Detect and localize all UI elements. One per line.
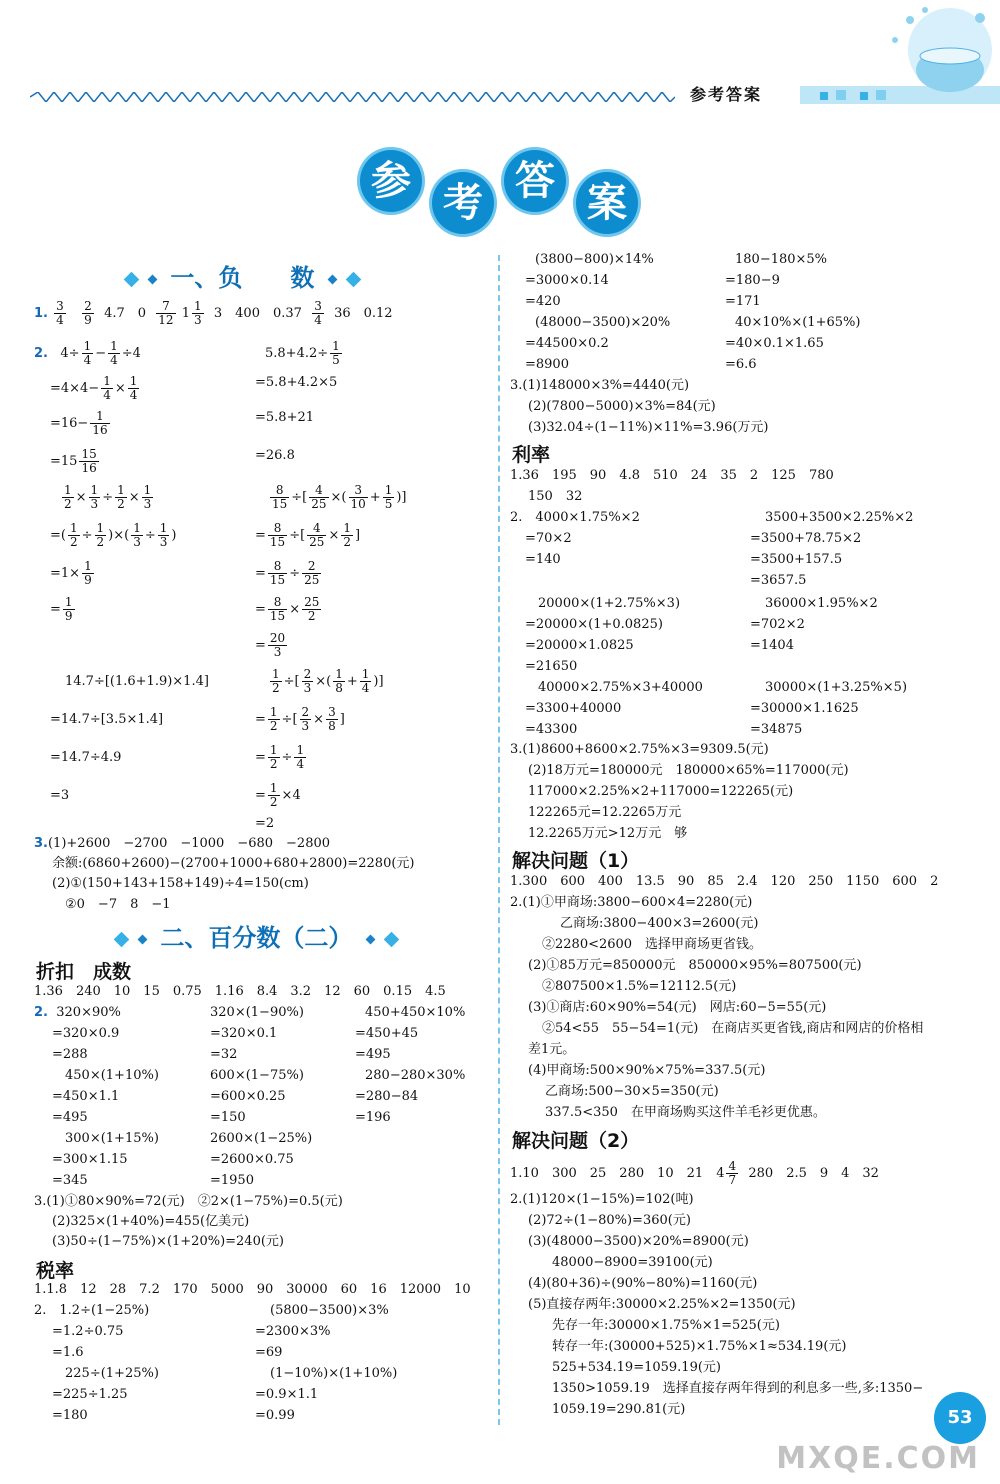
answer-line: =3500+78.75×2 [750, 531, 862, 546]
answer-line: 1.1.8 12 28 7.2 170 5000 90 30000 60 16 12000 10 [34, 1282, 471, 1297]
answer-line: =14.7÷[3.5×1.4] [50, 712, 164, 727]
answer-line: =69 [255, 1345, 283, 1360]
subsection-solve-1: 解决问题（1） [512, 850, 640, 872]
answer-line: =4×4− $\frac{1}{4}$ × $\frac{1}{4}$ [50, 374, 138, 402]
answer-line: =3657.5 [750, 573, 807, 588]
answer-line: =150 [210, 1110, 246, 1125]
answer-line: =180−9 [725, 273, 780, 288]
answer-line: =600×0.25 [210, 1089, 286, 1104]
answer-line: =288 [52, 1047, 88, 1062]
answer-line: 150 32 [528, 489, 583, 504]
answer-line: (2)18万元=180000元 180000×65%=117000(元) [528, 763, 849, 778]
answer-line: 225÷(1+25%) [65, 1366, 159, 1381]
title-char-4: 案 [576, 172, 638, 234]
answer-line: =8900 [525, 357, 569, 372]
answer-line: 2. 320×90% [34, 1005, 121, 1020]
page-title [360, 150, 660, 230]
answer-line: 14.7÷[(1.6+1.9)×1.4] [65, 674, 209, 689]
answer-line: (3)50÷(1−75%)×(1+20%)=240(元) [52, 1234, 284, 1249]
answer-line: (2)(7800−5000)×3%=84(元) [528, 399, 716, 414]
answer-line: 2.(1)120×(1−15%)=102(吨) [510, 1192, 694, 1207]
answer-line: =70×2 [525, 531, 572, 546]
answer-line: =1950 [210, 1173, 254, 1188]
answer-line: 525+534.19=1059.19(元) [552, 1360, 721, 1375]
answer-line: =34875 [750, 722, 803, 737]
title-char-1: 参 [360, 150, 422, 212]
answer-line: =2600×0.75 [210, 1152, 294, 1167]
answer-line: =1.2÷0.75 [52, 1324, 124, 1339]
answer-line: =320×0.9 [52, 1026, 120, 1041]
subsection-solve-2: 解决问题（2） [512, 1130, 640, 1152]
answer-line: =3300+40000 [525, 701, 622, 716]
diamond-icon [365, 934, 375, 944]
answer-line: =196 [355, 1110, 391, 1125]
answer-line: (2)325×(1+40%)=455(亿美元) [52, 1214, 250, 1229]
answer-line: =2300×3% [255, 1324, 331, 1339]
answer-line: =20000×(1+0.0825) [525, 617, 663, 632]
answer-line: 2. 1.2÷(1−25%) [34, 1303, 150, 1318]
section-heading-negative-numbers: 一、负 数 [120, 258, 365, 293]
answer-line: ②807500×1.5%=12112.5(元) [542, 979, 737, 994]
answer-line: =3000×0.14 [525, 273, 609, 288]
answer-line: (5800−3500)×3% [270, 1303, 389, 1318]
answer-line: = $\frac{8}{15}$ ÷[ $\frac{4}{25}$ × $\frac{1}{2}$ ] [255, 521, 361, 549]
diamond-icon [383, 931, 399, 947]
answer-line: (4)甲商场:500×90%×75%=337.5(元) [528, 1063, 766, 1078]
subsection-discount: 折扣 成数 [36, 961, 132, 983]
answer-line: 12.2265万元>12万元 够 [528, 826, 688, 841]
subsection-tax: 税率 [36, 1260, 75, 1282]
answer-line: 36000×1.95%×2 [765, 596, 878, 611]
answer-line: 40000×2.75%×3+40000 [538, 680, 703, 695]
title-char-2: 考 [432, 172, 494, 234]
answer-line: (2)72÷(1−80%)=360(元) [528, 1213, 691, 1228]
answer-line: 180−180×5% [735, 252, 828, 267]
answer-line: 600×(1−75%) [210, 1068, 304, 1083]
answer-line: 2600×(1−25%) [210, 1131, 313, 1146]
answer-line: = $\frac{1}{2}$ ×4 [255, 781, 301, 809]
answer-line: 122265元=12.2265万元 [528, 805, 682, 820]
answer-line: 2.(1)①甲商场:3800−600×4=2280(元) [510, 895, 753, 910]
subsection-interest: 利率 [512, 444, 551, 466]
answer-line: =450×1.1 [52, 1089, 120, 1104]
answer-line: 3.(1)8600+8600×2.75%×3=9309.5(元) [510, 742, 769, 757]
answer-line: =225÷1.25 [52, 1387, 128, 1402]
answer-line: =30000×1.1625 [750, 701, 859, 716]
answer-line: 差1元。 [528, 1042, 576, 1057]
answer-line: ②2280<2600 选择甲商场更省钱。 [542, 937, 763, 952]
answer-line: 48000−8900=39100(元) [552, 1255, 713, 1270]
answer-line: =3 [50, 788, 70, 803]
answer-line: = $\frac{8}{15}$ ÷ $\frac{2}{25}$ [255, 559, 320, 587]
answer-line: $\frac{1}{2}$ ÷[ $\frac{2}{3}$ ×( $\frac{1}{8}$ + $\frac{1}{4}$ )] [272, 667, 384, 695]
answer-line: =1404 [750, 638, 794, 653]
answer-line: 2. 4÷ $\frac{1}{4}$ − $\frac{1}{4}$ ÷4 [34, 339, 141, 367]
answer-line: =5.8+4.2×5 [255, 375, 338, 390]
header-zigzag-border [30, 92, 675, 102]
answer-line: =420 [525, 294, 561, 309]
answer-line: $\frac{1}{2}$ × $\frac{1}{3}$ ÷ $\frac{1}{2}$ × $\frac{1}{3}$ [64, 483, 152, 511]
answer-line: 5.8+4.2÷ $\frac{1}{5}$ [265, 339, 340, 367]
answer-line: =6.6 [725, 357, 757, 372]
answer-line: =14.7÷4.9 [50, 750, 122, 765]
answer-line: 乙商场:3800−400×3=2600(元) [560, 916, 759, 931]
answer-line: =16− $\frac{1}{16}$ [50, 409, 108, 437]
answer-line: 40×10%×(1+65%) [735, 315, 861, 330]
answer-line: 337.5<350 在甲商场购买这件羊毛衫更优惠。 [545, 1105, 826, 1120]
answer-line: 3500+3500×2.25%×2 [765, 510, 914, 525]
answer-line: =3500+157.5 [750, 552, 843, 567]
answer-line: 乙商场:500−30×5=350(元) [545, 1084, 719, 1099]
answer-line: 1.36 195 90 4.8 510 24 35 2 125 780 [510, 468, 834, 483]
answer-line: 1.36 240 10 15 0.75 1.16 8.4 3.2 12 60 0.15 4.5 [34, 984, 446, 999]
answer-line: =20000×1.0825 [525, 638, 634, 653]
answer-line: = $\frac{8}{15}$ × $\frac{25}{2}$ [255, 595, 320, 623]
answer-line: 450×(1+10%) [65, 1068, 159, 1083]
answer-line: =43300 [525, 722, 578, 737]
answer-line: =140 [525, 552, 561, 567]
answer-line: 450+450×10% [365, 1005, 466, 1020]
answer-line: 280−280×30% [365, 1068, 466, 1083]
answer-line: ②0 −7 8 −1 [65, 897, 171, 912]
answer-line: 1.300 600 400 13.5 90 85 2.4 120 250 1150 600 2 [510, 874, 939, 889]
answer-line: (3)32.04÷(1−11%)×11%=3.96(万元) [528, 420, 769, 435]
answer-line: =280−84 [355, 1089, 419, 1104]
answer-line: (3)(48000−3500)×20%=8900(元) [528, 1234, 749, 1249]
answer-line: 3.(1)+2600 −2700 −1000 −680 −2800 [34, 836, 331, 851]
answer-line: =171 [725, 294, 761, 309]
answer-line: =( $\frac{1}{2}$ ÷ $\frac{1}{2}$ )×( $\frac{1}{3}$ ÷ $\frac{1}{3}$ ) [50, 521, 177, 549]
answer-line: (3800−800)×14% [535, 252, 654, 267]
answer-line: =15 $\frac{15}{16}$ [50, 447, 97, 475]
answer-line: 1.10 300 25 280 10 21 4 $\frac{4}{7}$ 280 2.5 9 4 32 [510, 1159, 879, 1187]
answer-line: 3.(1)148000×3%=4440(元) [510, 378, 690, 393]
answer-line: (48000−3500)×20% [535, 315, 671, 330]
answer-line: =702×2 [750, 617, 805, 632]
answer-line: (5)直接存两年:30000×2.25%×2=1350(元) [528, 1297, 796, 1312]
answer-line: =0.99 [255, 1408, 295, 1423]
answer-line: =1× $\frac{1}{9}$ [50, 559, 92, 587]
header-label: 参考答案 [690, 85, 763, 104]
watermark: MXQE.COM [776, 1441, 980, 1476]
answer-line: 117000×2.25%×2+117000=122265(元) [528, 784, 794, 799]
page-number: 53 [934, 1392, 986, 1444]
answer-line: $\frac{8}{15}$ ÷[ $\frac{4}{25}$ ×( $\frac{3}{10}$ + $\frac{1}{5}$ )] [272, 483, 407, 511]
answer-line: (4)(80+36)÷(90%−80%)=1160(元) [528, 1276, 758, 1291]
diamond-icon [124, 271, 140, 287]
answer-line: (3)①商店:60×90%=54(元) 网店:60−5=55(元) [528, 1000, 827, 1015]
answer-line: 1. $\frac{3}{4}$ $\frac{2}{9}$ 4.7 0 $\frac{7}{12}$ 1 $\frac{1}{3}$ 3 400 0.37 $\frac{3}{4}$ 36 0.12 [34, 299, 393, 327]
answer-line: = $\frac{1}{2}$ ÷ $\frac{1}{4}$ [255, 743, 305, 771]
answer-line: =495 [355, 1047, 391, 1062]
page-header [0, 0, 1000, 130]
column-divider [498, 255, 500, 1425]
answer-line: 3.(1)①80×90%=72(元) ②2×(1−75%)=0.5(元) [34, 1194, 343, 1209]
answer-line: =5.8+21 [255, 410, 315, 425]
diamond-icon [148, 274, 158, 284]
answer-line: (2)①85万元=850000元 850000×95%=807500(元) [528, 958, 862, 973]
diamond-icon [114, 931, 130, 947]
answer-line: =21650 [525, 659, 578, 674]
answer-line: =0.9×1.1 [255, 1387, 319, 1402]
answer-line: 30000×(1+3.25%×5) [765, 680, 908, 695]
answer-line: =1.6 [52, 1345, 84, 1360]
answer-line: 1350>1059.19 选择直接存两年得到的利息多一些,多:1350− [552, 1381, 924, 1396]
title-char-3: 答 [504, 150, 566, 212]
answer-line: 320×(1−90%) [210, 1005, 304, 1020]
answer-line: =26.8 [255, 448, 295, 463]
answer-line: (1−10%)×(1+10%) [270, 1366, 398, 1381]
diamond-icon [345, 271, 361, 287]
answer-line: 2. 4000×1.75%×2 [510, 510, 640, 525]
answer-line: =40×0.1×1.65 [725, 336, 824, 351]
diamond-icon [327, 274, 337, 284]
answer-line: 先存一年:30000×1.75%×1=525(元) [552, 1318, 780, 1333]
answer-line: =180 [52, 1408, 88, 1423]
answer-line: = $\frac{1}{9}$ [50, 595, 73, 623]
answer-line: 余额:(6860+2600)−(2700+1000+680+2800)=2280(元) [52, 856, 415, 871]
diamond-icon [138, 934, 148, 944]
answer-line: 20000×(1+2.75%×3) [538, 596, 681, 611]
answer-line: =44500×0.2 [525, 336, 609, 351]
teacup-decoration-icon [800, 0, 1000, 118]
answer-line: 300×(1+15%) [65, 1131, 159, 1146]
answer-line: 转存一年:(30000+525)×1.75%×1≈534.19(元) [552, 1339, 847, 1354]
section-heading-percent: 二、百分数（二） [110, 918, 403, 953]
answer-line: =345 [52, 1173, 88, 1188]
answer-line: ②54<55 55−54=1(元) 在商店买更省钱,商店和网店的价格相 [542, 1021, 924, 1036]
answer-line: = $\frac{20}{3}$ [255, 631, 286, 659]
answer-line: =320×0.1 [210, 1026, 278, 1041]
answer-line: =2 [255, 816, 275, 831]
answer-line: (2)①(150+143+158+149)÷4=150(cm) [52, 876, 309, 891]
answer-line: 1059.19=290.81(元) [552, 1402, 686, 1417]
answer-line: =495 [52, 1110, 88, 1125]
answer-line: =300×1.15 [52, 1152, 128, 1167]
answer-line: = $\frac{1}{2}$ ÷[ $\frac{2}{3}$ × $\frac{3}{8}$ ] [255, 705, 345, 733]
answer-line: =32 [210, 1047, 238, 1062]
answer-line: =450+45 [355, 1026, 419, 1041]
